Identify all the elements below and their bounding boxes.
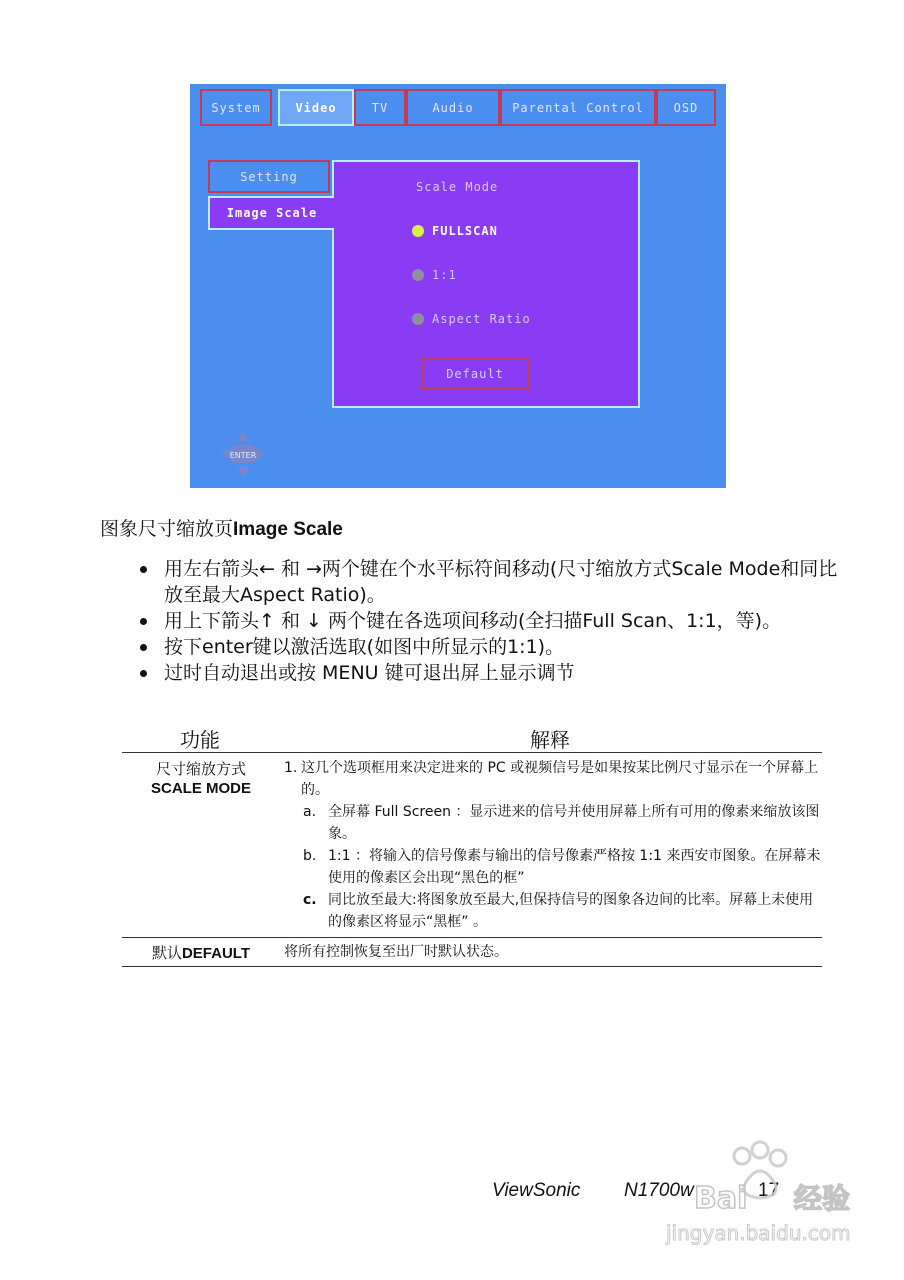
option-1-1[interactable] — [412, 268, 457, 282]
footer-model: N1700w — [624, 1180, 694, 1201]
scale-mode-item-c — [303, 889, 824, 933]
list-item: 按下enter键以激活选取(如图中所显示的1:1)。 — [140, 634, 840, 660]
svg-text:经验: 经验 — [794, 1182, 851, 1215]
item-text: 1:1 ：将输入的信号像素与输出的信号像素严格按 1:1 来西安市图象。在屏幕未使用的像素区会出现“黑色的框” — [328, 848, 821, 886]
header-function: 功能 — [180, 728, 220, 752]
radio-selected-icon — [412, 225, 424, 237]
section-heading — [100, 514, 343, 541]
panel-title: Scale Mode — [416, 180, 499, 194]
table-rule-bottom — [122, 966, 822, 967]
scale-mode-item-a — [303, 801, 824, 845]
instruction-list — [140, 556, 840, 686]
radio-unselected-icon — [412, 313, 424, 325]
scale-mode-intro — [284, 757, 824, 801]
tab-audio[interactable]: Audio — [406, 89, 500, 126]
osd-screenshot — [190, 84, 726, 488]
header-explanation: 解释 — [530, 728, 570, 752]
tab-system[interactable]: System — [200, 89, 272, 126]
enter-dpad-icon — [218, 429, 268, 479]
footer-page-number: 17 — [758, 1180, 780, 1201]
item-text: 同比放至最大:将图象放至最大,但保持信号的图象各边间的比率。屏幕上未使用的像素区将显示“黑框” 。 — [328, 892, 814, 930]
option-label: Aspect Ratio — [432, 312, 531, 326]
side-item-setting[interactable]: Setting — [208, 160, 330, 193]
table-rule-top — [122, 752, 822, 753]
side-item-image-scale[interactable]: Image Scale — [208, 196, 334, 230]
radio-unselected-icon — [412, 269, 424, 281]
scale-mode-panel — [332, 160, 640, 408]
option-label: FULLSCAN — [432, 224, 498, 238]
enter-label: ENTER — [229, 451, 257, 460]
list-item: 用上下箭头↑ 和 ↓ 两个键在各选项间移动(全扫描Full Scan、1:1，等)。 — [140, 608, 840, 634]
item-label: a. — [303, 804, 317, 820]
footer-brand: ViewSonic — [492, 1180, 581, 1201]
item-label: c. — [303, 892, 317, 908]
heading-en: Image Scale — [233, 519, 343, 540]
default-desc: 将所有控制恢复至出厂时默认状态。 — [284, 944, 508, 960]
row-name-default — [126, 942, 276, 963]
option-fullscan[interactable] — [412, 224, 498, 238]
svg-text:jingyan.baidu.com: jingyan.baidu.com — [666, 1221, 851, 1245]
row-name-zh: 尺寸缩放方式 — [155, 760, 246, 778]
row-name-scale-mode — [126, 758, 276, 797]
scale-mode-item-b — [303, 845, 824, 889]
tab-osd[interactable]: OSD — [656, 89, 716, 126]
default-button[interactable]: Default — [421, 358, 529, 390]
option-aspect-ratio[interactable] — [412, 312, 531, 326]
baidu-watermark-logo — [664, 1136, 864, 1256]
list-item: 过时自动退出或按 MENU 键可退出屏上显示调节 — [140, 660, 840, 686]
svg-text:Bai: Bai — [694, 1181, 748, 1216]
row-name-zh: 默认 — [151, 944, 182, 962]
option-label: 1:1 — [432, 268, 457, 282]
tab-parental-control[interactable]: Parental Control — [500, 89, 656, 126]
row-name-en: SCALE MODE — [150, 780, 251, 797]
intro-number: 1. — [284, 760, 298, 776]
intro-text: 这几个选项框用来决定进来的 PC 或视频信号是如果按某比例尺寸显示在一个屏幕上的。 — [301, 760, 819, 798]
list-item: 用左右箭头← 和 →两个键在个水平标符间移动(尺寸缩放方式Scale Mode和同比放至最大Aspect Ratio)。 — [140, 556, 840, 608]
heading-zh: 图象尺寸缩放页 — [100, 518, 234, 540]
row-name-en: DEFAULT — [181, 945, 251, 962]
item-text: 全屏幕 Full Screen ：显示进来的信号并使用屏幕上所有可用的像素来缩放该图象。 — [328, 804, 820, 842]
item-label: b. — [303, 848, 317, 864]
table-rule-middle — [122, 937, 822, 938]
tab-video[interactable]: Video — [278, 89, 354, 126]
tab-tv[interactable]: TV — [354, 89, 406, 126]
